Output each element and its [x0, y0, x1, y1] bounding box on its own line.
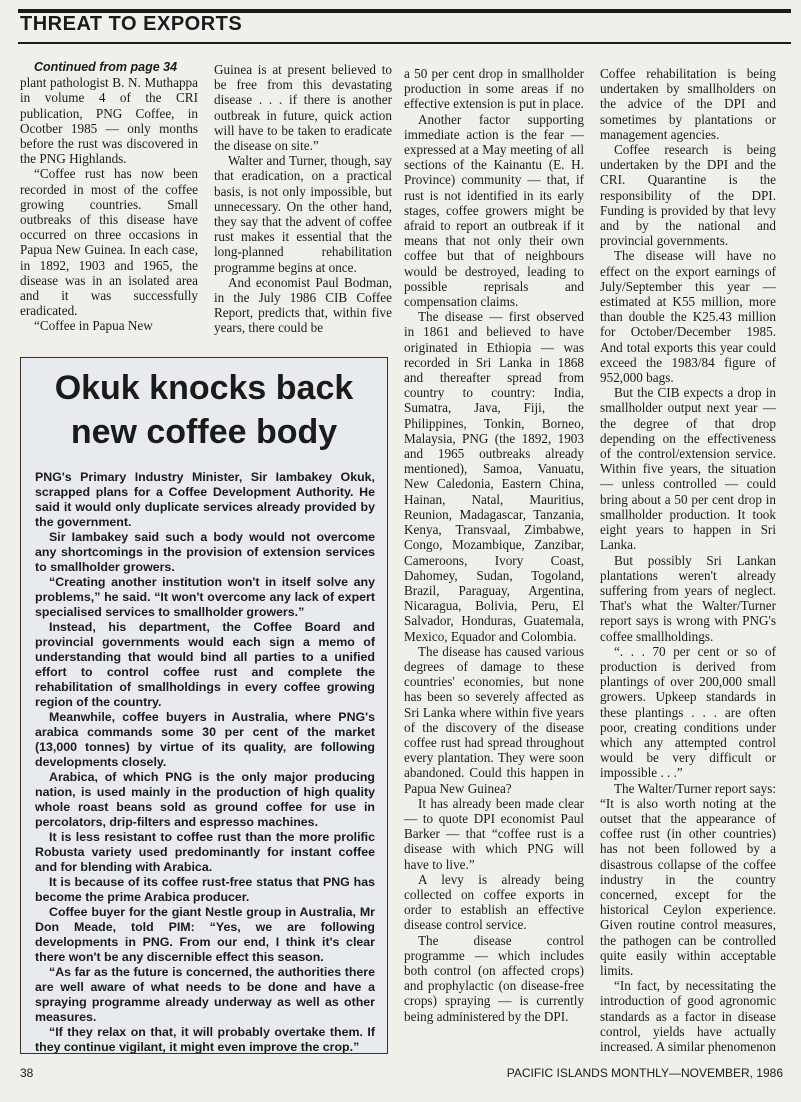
- article-column-2: [214, 62, 392, 344]
- sidebar-paragraph: It is because of its coffee rust-free status that PNG has become the prime Arabica producer.: [35, 875, 375, 904]
- article-paragraph: The Walter/Turner report says: “It is also worth noting at the outset that the appearance of coffee rust (in other countries) has not been followed by a disastrous collapse of the coffee industry in the country concerned, except for the historical Ceylon experience. Given routine control measures, the pathogen can be controlled quite easily within acceptable limits.: [600, 780, 776, 978]
- sidebar-paragraph: “If they relax on that, it will probably overtake them. If they continue vigilant, it might even improve the crop.”: [35, 1025, 375, 1054]
- article-paragraph: A levy is already being collected on coffee exports in order to establish an effective disease control service.: [404, 871, 584, 933]
- article-paragraph: Another factor supporting immediate action is the fear — expressed at a May meeting of all sections of the Kainantu (E. H. Province) community — that, if rust is not identified in its early stages, coffee growers might be afraid to report an outbreak if it means that not only their own coffee but that of neighbours would be destroyed, leading to possible reprisals and compensation claims.: [404, 111, 584, 310]
- article-paragraph: The disease control programme — which includes both control (on affected crops) and prophylactic (on disease-free crops) spraying — is currently being administered by the DPI.: [404, 932, 584, 1024]
- sidebar-box: [20, 357, 388, 1054]
- article-paragraph: “. . . 70 per cent or so of production is derived from plantings of over 200,000 small growers. Upkeep standards in these plantings . . . are often poor, creating conditions under which any attempted control would be very difficult or impossible . . .”: [600, 643, 776, 781]
- article-paragraph: Coffee research is being undertaken by the DPI and the CRI. Quarantine is the responsibility of the DPI. Funding is provided by that levy and by the national and provincial governments.: [600, 142, 776, 249]
- article-paragraph: “Coffee rust has now been recorded in most of the coffee growing countries. Small outbreaks of this disease have occurred on three occasions in Papua New Guinea. In each case, in 1892, 1903 and 1965, the disease was in an isolated area and it was successfully eradicated.: [20, 166, 198, 319]
- article-paragraph: “Coffee in Papua New: [34, 318, 153, 334]
- sidebar-paragraph: Coffee buyer for the giant Nestle group in Australia, Mr Don Meade, told PIM: “Yes, we are following developments in PNG. From our end, I think it's clear there won't be any discernible effect this season.: [35, 905, 375, 964]
- article-paragraph: And economist Paul Bodman, in the July 1986 CIB Coffee Report, predicts that, within five years, there could be: [214, 274, 392, 336]
- article-paragraph: [600, 978, 776, 1056]
- sidebar-paragraph: Arabica, of which PNG is the only major producing nation, is used mainly in the production of high quality whole roast beans sold as ground coffee for use in percolators, drip-filters and espresso machines.: [35, 770, 375, 829]
- article-column-4: [600, 66, 776, 1056]
- article-paragraph: The disease — first observed in 1861 and believed to have originated in Ethiopia — was recorded in Sri Lanka in 1868 and thereafter spread from country to country: India, Sumatra, Java, Fiji, the Philippines, Tonkin, Borneo, Malaysia, PNG (the 1892, 1903 and 1965 outbreaks already mentioned), Samoa, Vanuatu, New Caledonia, Eastern China, Hainan, Natal, Mauritius, Reunion, Madagascar, Tanzania, Kenya, Transvaal, Zimbabwe, Congo, Mozambique, Zanzibar, Cameroons, Ivory Coast, Dahomey, Sudan, Togoland, Brazil, Paraguay, Argentina, Nicaragua, Bolivia, Peru, El Salvador, Honduras, Guatemala, Mexico, Equador and Colombia.: [404, 309, 584, 644]
- article-paragraph: But the CIB expects a drop in smallholder output next year — the degree of that drop depending on the effectiveness of the control/extension service. Within five years, the situation — unless controlled — could bring about a 50 per cent drop in smallholder production. It took eight years to happen in Sri Lanka.: [600, 385, 776, 553]
- sidebar-paragraph: Instead, his department, the Coffee Board and provincial governments would each sign a memo of understanding that would bind all parties to a unified effort to control coffee rust and complete the rehabilitation of smallholdings in every coffee growing region of the country.: [35, 620, 375, 709]
- sidebar-headline-line-2: new coffee body: [70, 413, 338, 451]
- article-paragraph: a 50 per cent drop in smallholder production in some areas if no effective extension is put in place.: [404, 66, 584, 112]
- publication-footer: PACIFIC ISLANDS MONTHLY—NOVEMBER, 1986: [506, 1066, 783, 1080]
- header-bottom-rule: [18, 42, 791, 44]
- sidebar-paragraph: Sir Iambakey said such a body would not overcome any shortcomings in the provision of extension services to smallholder growers.: [35, 530, 375, 574]
- article-column-1: [20, 60, 198, 342]
- article-paragraph: Guinea is at present believed to be free from this devastating disease . . . if there is another outbreak in future, quick action will have to be taken to eradicate the disease on site.”: [214, 62, 392, 154]
- sidebar-headline-line-1: Okuk knocks back: [54, 369, 354, 407]
- sidebar-body: [21, 470, 387, 1054]
- article-paragraph: The disease has caused various degrees of damage to these countries' economies, but none has been so severely affected as Sri Lanka where within five years of the discovery of the disease coffee rust had spread throughout every plantation. They were soon abandoned. Could this happen in Papua New Guinea?: [404, 643, 584, 796]
- sidebar-paragraph: “Creating another institution won't in itself solve any problems,” he said. “It won't overcome any lack of expert specialised services to smallholder growers.”: [35, 575, 375, 619]
- article-paragraph: It has already been made clear — to quote DPI economist Paul Barker — that “coffee rust is a disease with which PNG will have to live.”: [404, 795, 584, 872]
- article-paragraph: plant pathologist B. N. Muthappa in volume 4 of the CRI publication, PNG Coffee, in Ocotber 1985 — only months before the rust was discovered in the PNG Highlands.: [20, 75, 198, 167]
- sidebar-paragraph: PNG's Primary Industry Minister, Sir Iambakey Okuk, scrapped plans for a Coffee Development Authority. He said it would only duplicate services already provided by the government.: [35, 470, 375, 529]
- sidebar-paragraph: Meanwhile, coffee buyers in Australia, where PNG's arabica commands some 30 per cent of the market (13,000 tonnes) by virtue of its quality, are following developments closely.: [35, 710, 375, 769]
- article-paragraph: Coffee rehabilitation is being undertaken by smallholders on the advice of the DPI and sometimes by plantations or management agencies.: [600, 66, 776, 142]
- page-number: 38: [20, 1066, 34, 1080]
- sidebar-paragraph: It is less resistant to coffee rust than the more prolific Robusta variety used predominantly for instant coffee and for blending with Arabica.: [35, 830, 375, 874]
- article-paragraph: But possibly Sri Lankan plantations weren't already suffering from years of neglect. That's what the Walter/Turner report says is wrong with PNG's coffee smallholdings.: [600, 552, 776, 644]
- continued-note: Continued from page 34: [34, 60, 178, 74]
- article-closing-quote: “In fact, by necessitating the introduction of good agronomic standards as a factor in disease control, yields have actually increased. A similar phenomenon: [600, 978, 776, 1054]
- sidebar-paragraph: “As far as the future is concerned, the authorities there are well aware of what needs to be done and have a spraying programme already underway as well as other measures.: [35, 965, 375, 1024]
- section-title: THREAT TO EXPORTS: [20, 13, 243, 35]
- article-paragraph: Walter and Turner, though, say that eradication, on a practical basis, is not only impossible, but unnecessary. On the other hand, they say that the advent of coffee rust makes it essential that the long-planned rehabilitation programme begins at once.: [214, 153, 392, 275]
- article-paragraph: The disease will have no effect on the export earnings of July/September this year — estimated at K55 million, more than double the K25.43 million for October/December 1985. And total exports this year could exceed the 1983/84 figure of 952,000 bags.: [600, 248, 776, 386]
- sidebar-headline: [21, 366, 387, 454]
- article-column-3: [404, 66, 584, 1056]
